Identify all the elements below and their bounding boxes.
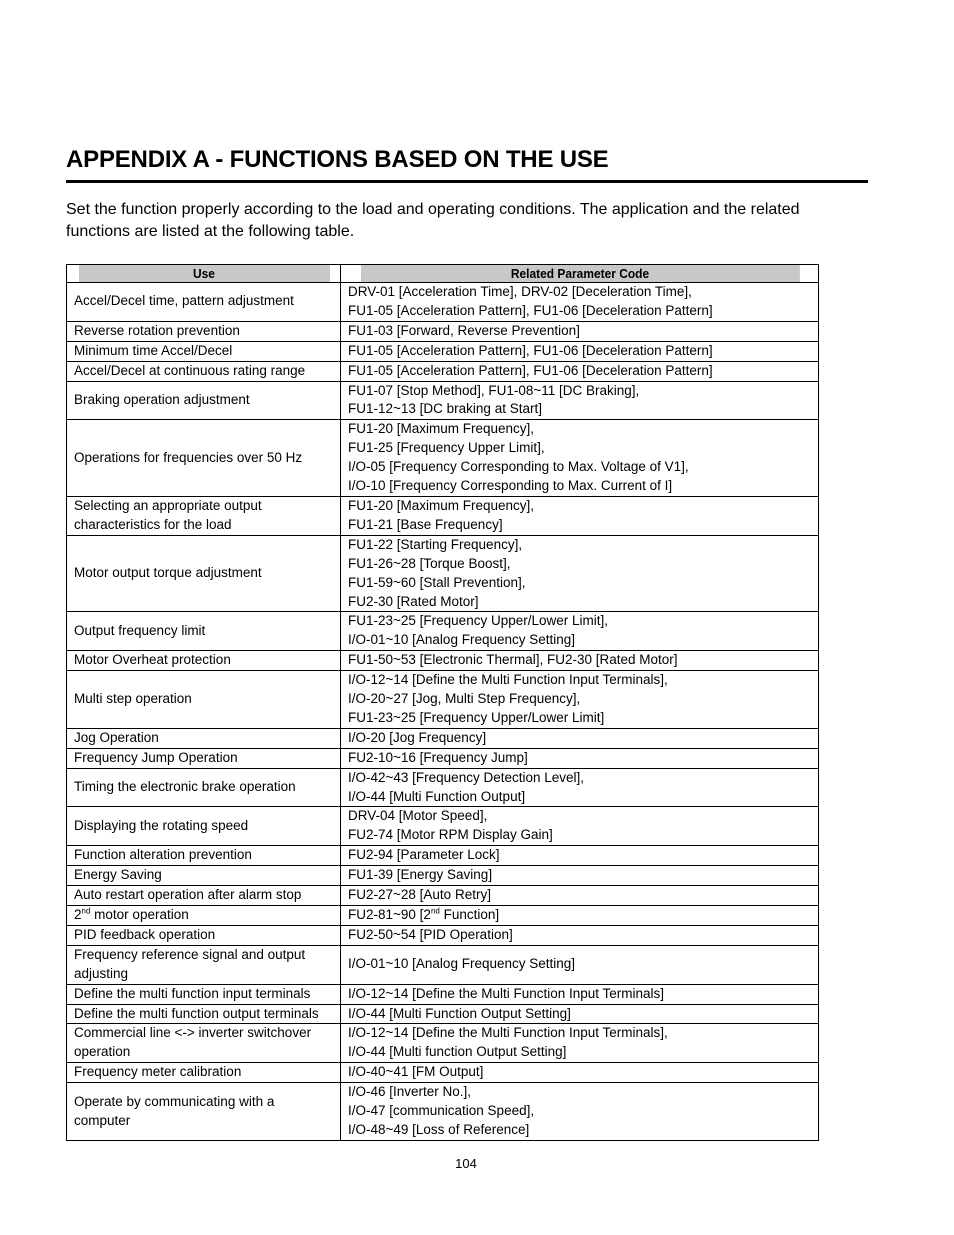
code-line: FU2-27~28 [Auto Retry] — [348, 887, 491, 903]
code-cell — [341, 748, 819, 768]
table-row — [67, 748, 819, 768]
code-line: FU1-39 [Energy Saving] — [348, 867, 493, 883]
code-cell — [341, 535, 819, 612]
table-row — [67, 886, 819, 906]
table-row — [67, 1063, 819, 1083]
code-cell — [341, 866, 819, 886]
use-text-pre: 2 — [74, 907, 82, 922]
code-line: I/O-12~14 [Define the Multi Function Input Terminals], — [348, 1025, 668, 1041]
code-line: I/O-12~14 [Define the Multi Function Input Terminals], — [348, 672, 668, 688]
code-cell — [341, 612, 819, 651]
use-cell: Frequency meter calibration — [67, 1063, 341, 1083]
code-cell — [341, 1083, 819, 1141]
use-cell — [67, 906, 341, 926]
code-line: I/O-05 [Frequency Corresponding to Max. Voltage of V1], — [348, 459, 689, 475]
ordinal-suffix: nd — [81, 906, 91, 916]
code-cell — [341, 341, 819, 361]
code-cell — [341, 886, 819, 906]
code-cell — [341, 846, 819, 866]
code-cell — [341, 1024, 819, 1063]
column-header-code: Related Parameter Code — [360, 265, 800, 283]
code-text-post: Function] — [439, 907, 500, 922]
code-line: FU2-10~16 [Frequency Jump] — [348, 749, 528, 765]
table-row — [67, 381, 819, 420]
use-cell: Motor Overheat protection — [67, 651, 341, 671]
page-number: 104 — [455, 1156, 477, 1171]
code-cell — [341, 671, 819, 729]
use-cell: Accel/Decel time, pattern adjustment — [67, 283, 341, 322]
use-cell: Define the multi function output terminals — [67, 1004, 341, 1024]
code-line: FU1-23~25 [Frequency Upper/Lower Limit], — [348, 613, 608, 629]
use-cell: Multi step operation — [67, 671, 341, 729]
table-row — [67, 1083, 819, 1141]
table-row — [67, 1024, 819, 1063]
code-cell — [341, 807, 819, 846]
table-row — [67, 768, 819, 807]
code-line: FU1-07 [Stop Method], FU1-08~11 [DC Braking], — [348, 382, 640, 398]
use-cell: Define the multi function input terminals — [67, 984, 341, 1004]
code-line: I/O-46 [Inverter No.], — [348, 1084, 472, 1100]
code-line: FU1-20 [Maximum Frequency], — [348, 421, 535, 437]
use-cell: Auto restart operation after alarm stop — [67, 886, 341, 906]
code-line: FU1-05 [Acceleration Pattern], FU1-06 [Deceleration Pattern] — [348, 302, 713, 318]
code-cell — [341, 1004, 819, 1024]
use-cell: Energy Saving — [67, 866, 341, 886]
code-line: I/O-42~43 [Frequency Detection Level], — [348, 769, 585, 785]
code-cell — [341, 945, 819, 984]
code-line: FU1-23~25 [Frequency Upper/Lower Limit] — [348, 709, 605, 725]
code-cell — [341, 361, 819, 381]
table-row — [67, 866, 819, 886]
intro-paragraph: Set the function properly according to the load and operating conditions. The application and the related functions are listed at the following table. — [66, 201, 800, 240]
code-line: FU1-12~13 [DC braking at Start] — [348, 401, 542, 417]
code-cell — [341, 651, 819, 671]
table-row — [67, 1004, 819, 1024]
code-line: FU1-26~28 [Torque Boost], — [348, 555, 511, 571]
code-line: I/O-01~10 [Analog Frequency Setting] — [348, 632, 576, 648]
table-row — [67, 807, 819, 846]
table-row — [67, 651, 819, 671]
use-cell: Jog Operation — [67, 728, 341, 748]
code-line: DRV-01 [Acceleration Time], DRV-02 [Deceleration Time], — [348, 284, 692, 299]
use-cell: Minimum time Accel/Decel — [67, 341, 341, 361]
code-line: I/O-12~14 [Define the Multi Function Input Terminals] — [348, 985, 665, 1001]
code-cell — [341, 321, 819, 341]
code-line: FU1-25 [Frequency Upper Limit], — [348, 440, 545, 456]
code-line: I/O-20~27 [Jog, Multi Step Frequency], — [348, 691, 581, 707]
code-line: FU2-74 [Motor RPM Display Gain] — [348, 827, 553, 843]
code-line: FU1-05 [Acceleration Pattern], FU1-06 [Deceleration Pattern] — [348, 342, 713, 358]
code-line: FU2-94 [Parameter Lock] — [348, 847, 500, 863]
code-line: I/O-20 [Jog Frequency] — [348, 729, 487, 745]
code-cell — [341, 728, 819, 748]
table-row — [67, 535, 819, 612]
code-line: FU1-50~53 [Electronic Thermal], FU2-30 [Rated Motor] — [348, 652, 678, 668]
table-row — [67, 612, 819, 651]
code-cell — [341, 906, 819, 926]
table-row — [67, 945, 819, 984]
code-line: I/O-01~10 [Analog Frequency Setting] — [348, 956, 576, 972]
table-row — [67, 984, 819, 1004]
table-row — [67, 671, 819, 729]
table-row — [67, 321, 819, 341]
code-line: FU2-50~54 [PID Operation] — [348, 926, 513, 942]
table-row — [67, 420, 819, 497]
code-line: FU1-59~60 [Stall Prevention], — [348, 574, 526, 590]
use-text-post: motor operation — [90, 907, 189, 922]
use-cell: Displaying the rotating speed — [67, 807, 341, 846]
code-line: FU1-21 [Base Frequency] — [348, 516, 503, 532]
use-cell: Motor output torque adjustment — [67, 535, 341, 612]
use-cell: Operate by communicating with a computer — [67, 1083, 341, 1141]
use-cell: Operations for frequencies over 50 Hz — [67, 420, 341, 497]
code-cell — [341, 283, 819, 322]
use-cell: Accel/Decel at continuous rating range — [67, 361, 341, 381]
code-cell — [341, 768, 819, 807]
use-cell: Timing the electronic brake operation — [67, 768, 341, 807]
use-cell: Reverse rotation prevention — [67, 321, 341, 341]
code-line — [348, 906, 811, 925]
column-header-use: Use — [77, 265, 329, 283]
code-line: FU1-22 [Starting Frequency], — [348, 536, 523, 552]
code-line: I/O-48~49 [Loss of Reference] — [348, 1121, 530, 1137]
table-header-row — [67, 265, 819, 283]
table-row — [67, 361, 819, 381]
table-row — [67, 906, 819, 926]
code-cell — [341, 381, 819, 420]
code-text-pre: FU2-81~90 [2 — [348, 907, 431, 922]
code-line: FU1-03 [Forward, Reverse Prevention] — [348, 322, 580, 338]
code-cell — [341, 496, 819, 535]
table-row — [67, 728, 819, 748]
use-cell: Function alteration prevention — [67, 846, 341, 866]
code-line: I/O-47 [communication Speed], — [348, 1103, 535, 1119]
table-row — [67, 925, 819, 945]
use-cell: Frequency reference signal and output adjusting — [67, 945, 341, 984]
code-cell — [341, 984, 819, 1004]
code-line: FU2-30 [Rated Motor] — [348, 593, 479, 609]
use-cell: PID feedback operation — [67, 925, 341, 945]
ordinal-suffix: nd — [430, 906, 440, 916]
functions-table — [66, 264, 819, 1141]
code-line: I/O-40~41 [FM Output] — [348, 1064, 484, 1080]
code-cell — [341, 1063, 819, 1083]
code-line: I/O-44 [Multi Function Output] — [348, 788, 526, 804]
use-cell: Braking operation adjustment — [67, 381, 341, 420]
page-title: APPENDIX A - FUNCTIONS BASED ON THE USE — [66, 144, 868, 183]
code-line: DRV-04 [Motor Speed], — [348, 808, 488, 824]
table-row — [67, 846, 819, 866]
use-cell: Commercial line <-> inverter switchover operation — [67, 1024, 341, 1063]
use-cell: Frequency Jump Operation — [67, 748, 341, 768]
code-line: FU1-20 [Maximum Frequency], — [348, 497, 535, 513]
code-line: I/O-44 [Multi Function Output Setting] — [348, 1005, 571, 1021]
table-row — [67, 496, 819, 535]
code-cell — [341, 420, 819, 497]
use-cell: Selecting an appropriate output characteristics for the load — [67, 496, 341, 535]
code-line: I/O-10 [Frequency Corresponding to Max. Current of I] — [348, 478, 673, 494]
code-line: I/O-44 [Multi function Output Setting] — [348, 1044, 567, 1060]
code-line: FU1-05 [Acceleration Pattern], FU1-06 [Deceleration Pattern] — [348, 362, 713, 378]
table-row — [67, 283, 819, 322]
code-cell — [341, 925, 819, 945]
table-row — [67, 341, 819, 361]
use-cell: Output frequency limit — [67, 612, 341, 651]
